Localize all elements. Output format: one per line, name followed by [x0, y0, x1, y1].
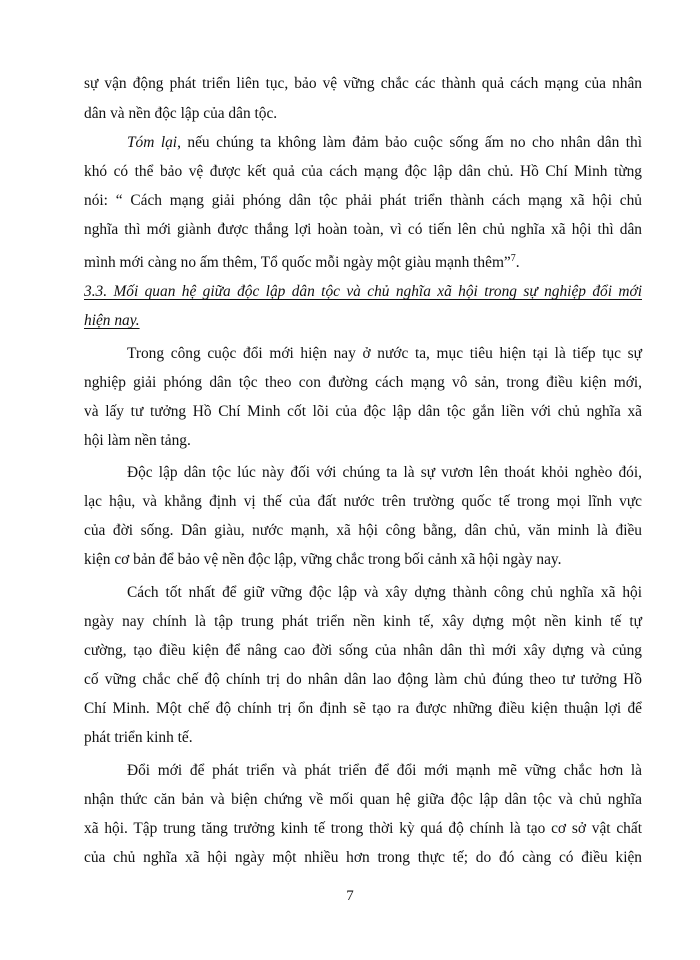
text-line: cường, tạo điều kiện để nâng cao đời sống của nhân dân thì mới xây dựng và củng	[84, 642, 642, 659]
text-line: kiện cơ bản để bảo vệ nền độc lập, vững chắc trong bối cảnh xã hội ngày nay.	[84, 551, 562, 568]
section-heading-cont: hiện nay.	[84, 312, 140, 329]
text-span: mình mới càng no ấm thêm, Tổ quốc mỗi ngày một giàu mạnh thêm”	[84, 254, 511, 272]
text-line: của chủ nghĩa xã hội ngày một nhiều hơn trong thực tế; do đó càng có điều kiện	[84, 849, 642, 866]
footnote-marker: 7	[510, 253, 516, 264]
text-line: phát triển kinh tế.	[84, 729, 193, 746]
text-span: , nếu chúng ta không làm đảm bảo cuộc sống ấm no cho nhân dân thì	[177, 134, 642, 151]
text-line	[127, 133, 642, 153]
page-number: 7	[346, 888, 354, 904]
text-line: lạc hậu, và khẳng định vị thế của đất nước trên trường quốc tế trong mọi lĩnh vực	[84, 493, 642, 510]
text-line: Trong công cuộc đổi mới hiện nay ở nước ta, mục tiêu hiện tại là tiếp tục sự	[127, 345, 642, 362]
section-heading: 3.3. Mối quan hệ giữa độc lập dân tộc và chủ nghĩa xã hội trong sự nghiệp đổi mới	[84, 283, 642, 300]
text-line: sự vận động phát triển liên tục, bảo vệ vững chắc các thành quả cách mạng của nhân	[84, 75, 642, 92]
text-line: ngày nay chính là tập trung phát triển nền kinh tế, xây dựng một nền kinh tế tự	[84, 613, 642, 630]
text-line: nghĩa thì mới giành được thắng lợi hoàn toàn, vì có tiến lên chủ nghĩa xã hội thì dân	[84, 221, 642, 238]
text-line: cố vững chắc chế độ chính trị do nhân dân lao động làm chủ đúng theo tư tưởng Hồ	[84, 671, 642, 688]
text-line: khó có thể bảo vệ được kết quả của cách mạng độc lập dân chủ. Hồ Chí Minh từng	[84, 163, 642, 180]
italic-lead: Tóm lại	[127, 134, 178, 151]
text-line: dân và nền độc lập của dân tộc.	[84, 105, 278, 122]
text-line: Chí Minh. Một chế độ chính trị ổn định sẽ tạo ra được những điều kiện thuận lợi để	[84, 700, 642, 717]
text-line: Độc lập dân tộc lúc này đối với chúng ta là sự vươn lên thoát khỏi nghèo đói,	[127, 464, 642, 481]
text-line: và lấy tư tưởng Hồ Chí Minh cốt lõi của độc lập dân tộc gắn liền với chủ nghĩa xã	[84, 403, 642, 420]
text-line: xã hội. Tập trung tăng trưởng kinh tế trong thời kỳ quá độ chính là tạo cơ sở vật chất	[84, 820, 642, 837]
text-line: của đời sống. Dân giàu, nước mạnh, xã hội công bằng, dân chủ, văn minh là điều	[84, 522, 642, 539]
text-line: hội làm nền tảng.	[84, 432, 191, 449]
text-line: nói: “ Cách mạng giải phóng dân tộc phải phát triển thành cách mạng xã hội chủ	[84, 192, 642, 209]
text-line	[84, 249, 642, 273]
text-line: nghiệp giải phóng dân tộc theo con đường cách mạng vô sản, trong điều kiện mới,	[84, 374, 642, 391]
text-line: Cách tốt nhất để giữ vững độc lập và xây dựng thành công chủ nghĩa xã hội	[127, 584, 642, 601]
text-line: Đổi mới để phát triển và phát triển để đổi mới mạnh mẽ vững chắc hơn là	[127, 762, 642, 779]
text-line: nhận thức căn bản và biện chứng về mối quan hệ giữa độc lập dân tộc và chủ nghĩa	[84, 791, 642, 808]
text-span: .	[515, 254, 520, 272]
